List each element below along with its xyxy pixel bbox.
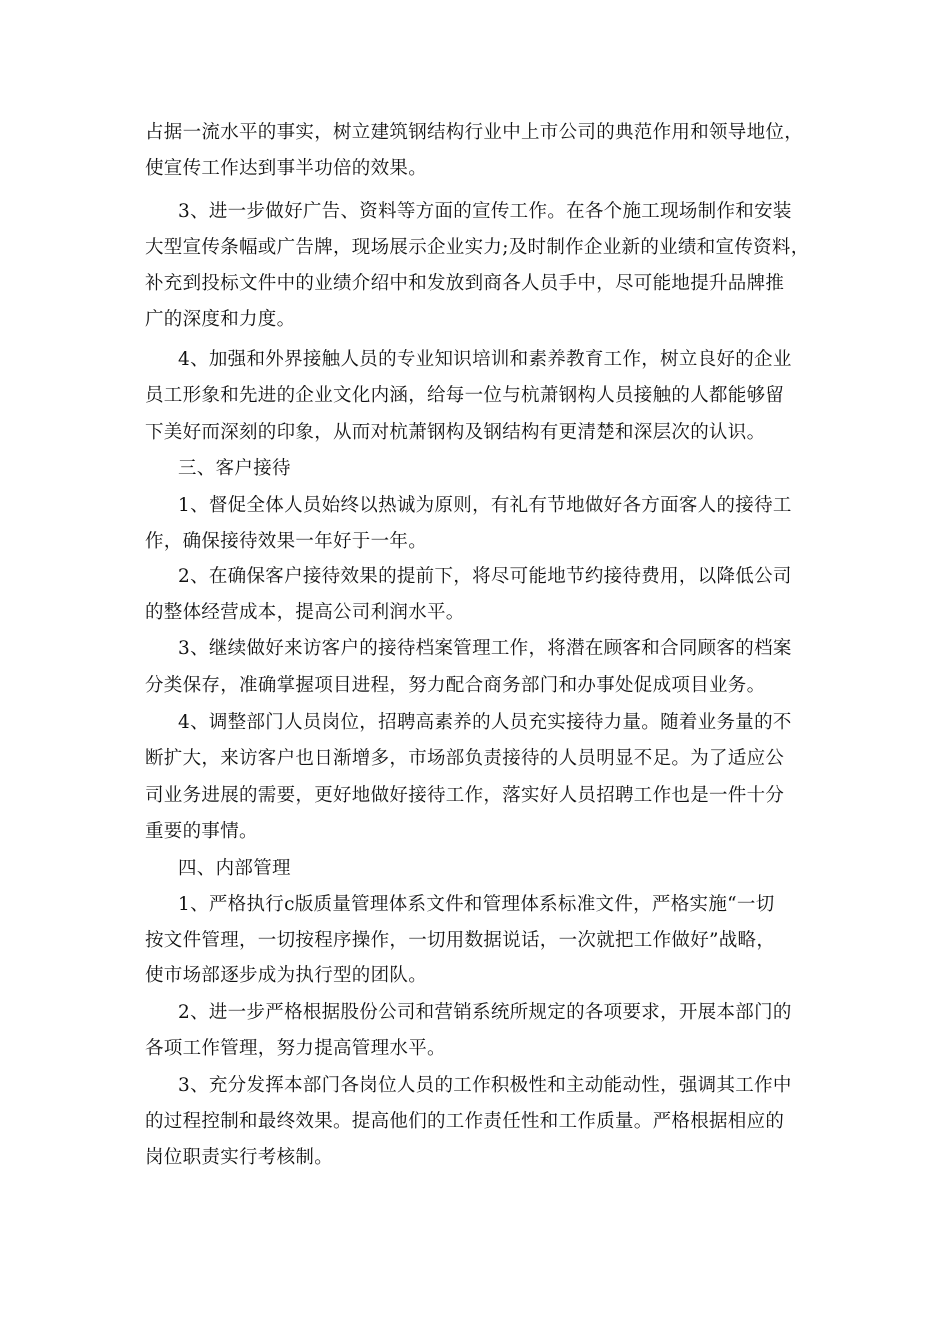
text-line: 作，确保接待效果一年好于一年。 xyxy=(145,531,428,552)
text-line: 补充到投标文件中的业绩介绍中和发放到商各人员手中，尽可能地提升品牌推 xyxy=(145,273,785,294)
section-heading-customer-reception: 三、客户接待 xyxy=(178,458,291,479)
paragraph-start-line: 3、进一步做好广告、资料等方面的宣传工作。在各个施工现场制作和安装 xyxy=(178,201,792,222)
paragraph-start-line: 3、继续做好来访客户的接待档案管理工作，将潜在顾客和合同顾客的档案 xyxy=(178,638,792,659)
text-line: 使市场部逐步成为执行型的团队。 xyxy=(145,965,428,986)
text-line: 分类保存，准确掌握项目进程，努力配合商务部门和办事处促成项目业务。 xyxy=(145,675,766,696)
text-line: 各项工作管理，努力提高管理水平。 xyxy=(145,1038,446,1059)
paragraph-start-line: 3、充分发挥本部门各岗位人员的工作积极性和主动能动性，强调其工作中 xyxy=(178,1075,792,1096)
text-line: 占据一流水平的事实，树立建筑钢结构行业中上市公司的典范作用和领导地位， xyxy=(145,122,804,143)
text-line: 大型宣传条幅或广告牌，现场展示企业实力;及时制作企业新的业绩和宣传资料， xyxy=(145,237,810,258)
text-line: 重要的事情。 xyxy=(145,821,258,842)
text-line: 使宣传工作达到事半功倍的效果。 xyxy=(145,158,428,179)
paragraph-start-line: 2、进一步严格根据股份公司和营销系统所规定的各项要求，开展本部门的 xyxy=(178,1002,792,1023)
text-line: 断扩大，来访客户也日渐增多，市场部负责接待的人员明显不足。为了适应公 xyxy=(145,748,785,769)
paragraph-start-line: 4、加强和外界接触人员的专业知识培训和素养教育工作，树立良好的企业 xyxy=(178,349,792,370)
paragraph-start-line: 2、在确保客户接待效果的提前下，将尽可能地节约接待费用，以降低公司 xyxy=(178,566,792,587)
text-line: 司业务进展的需要，更好地做好接待工作，落实好人员招聘工作也是一件十分 xyxy=(145,785,785,806)
text-line: 的过程控制和最终效果。提高他们的工作责任性和工作质量。严格根据相应的 xyxy=(145,1111,785,1132)
paragraph-start-line: 1、督促全体人员始终以热诚为原则，有礼有节地做好各方面客人的接待工 xyxy=(178,495,792,516)
text-line: 广的深度和力度。 xyxy=(145,309,296,330)
paragraph-start-line: 1、严格执行c版质量管理体系文件和管理体系标准文件，严格实施“一切 xyxy=(178,894,775,915)
text-line: 下美好而深刻的印象，从而对杭萧钢构及钢结构有更清楚和深层次的认识。 xyxy=(145,422,766,443)
text-line: 岗位职责实行考核制。 xyxy=(145,1147,334,1168)
text-line: 员工形象和先进的企业文化内涵，给每一位与杭萧钢构人员接触的人都能够留 xyxy=(145,385,785,406)
paragraph-start-line: 4、调整部门人员岗位，招聘高素养的人员充实接待力量。随着业务量的不 xyxy=(178,712,792,733)
text-line: 按文件管理，一切按程序操作，一切用数据说话，一次就把工作做好”战略， xyxy=(145,930,776,951)
text-line: 的整体经营成本，提高公司利润水平。 xyxy=(145,602,465,623)
section-heading-internal-management: 四、内部管理 xyxy=(178,858,291,879)
